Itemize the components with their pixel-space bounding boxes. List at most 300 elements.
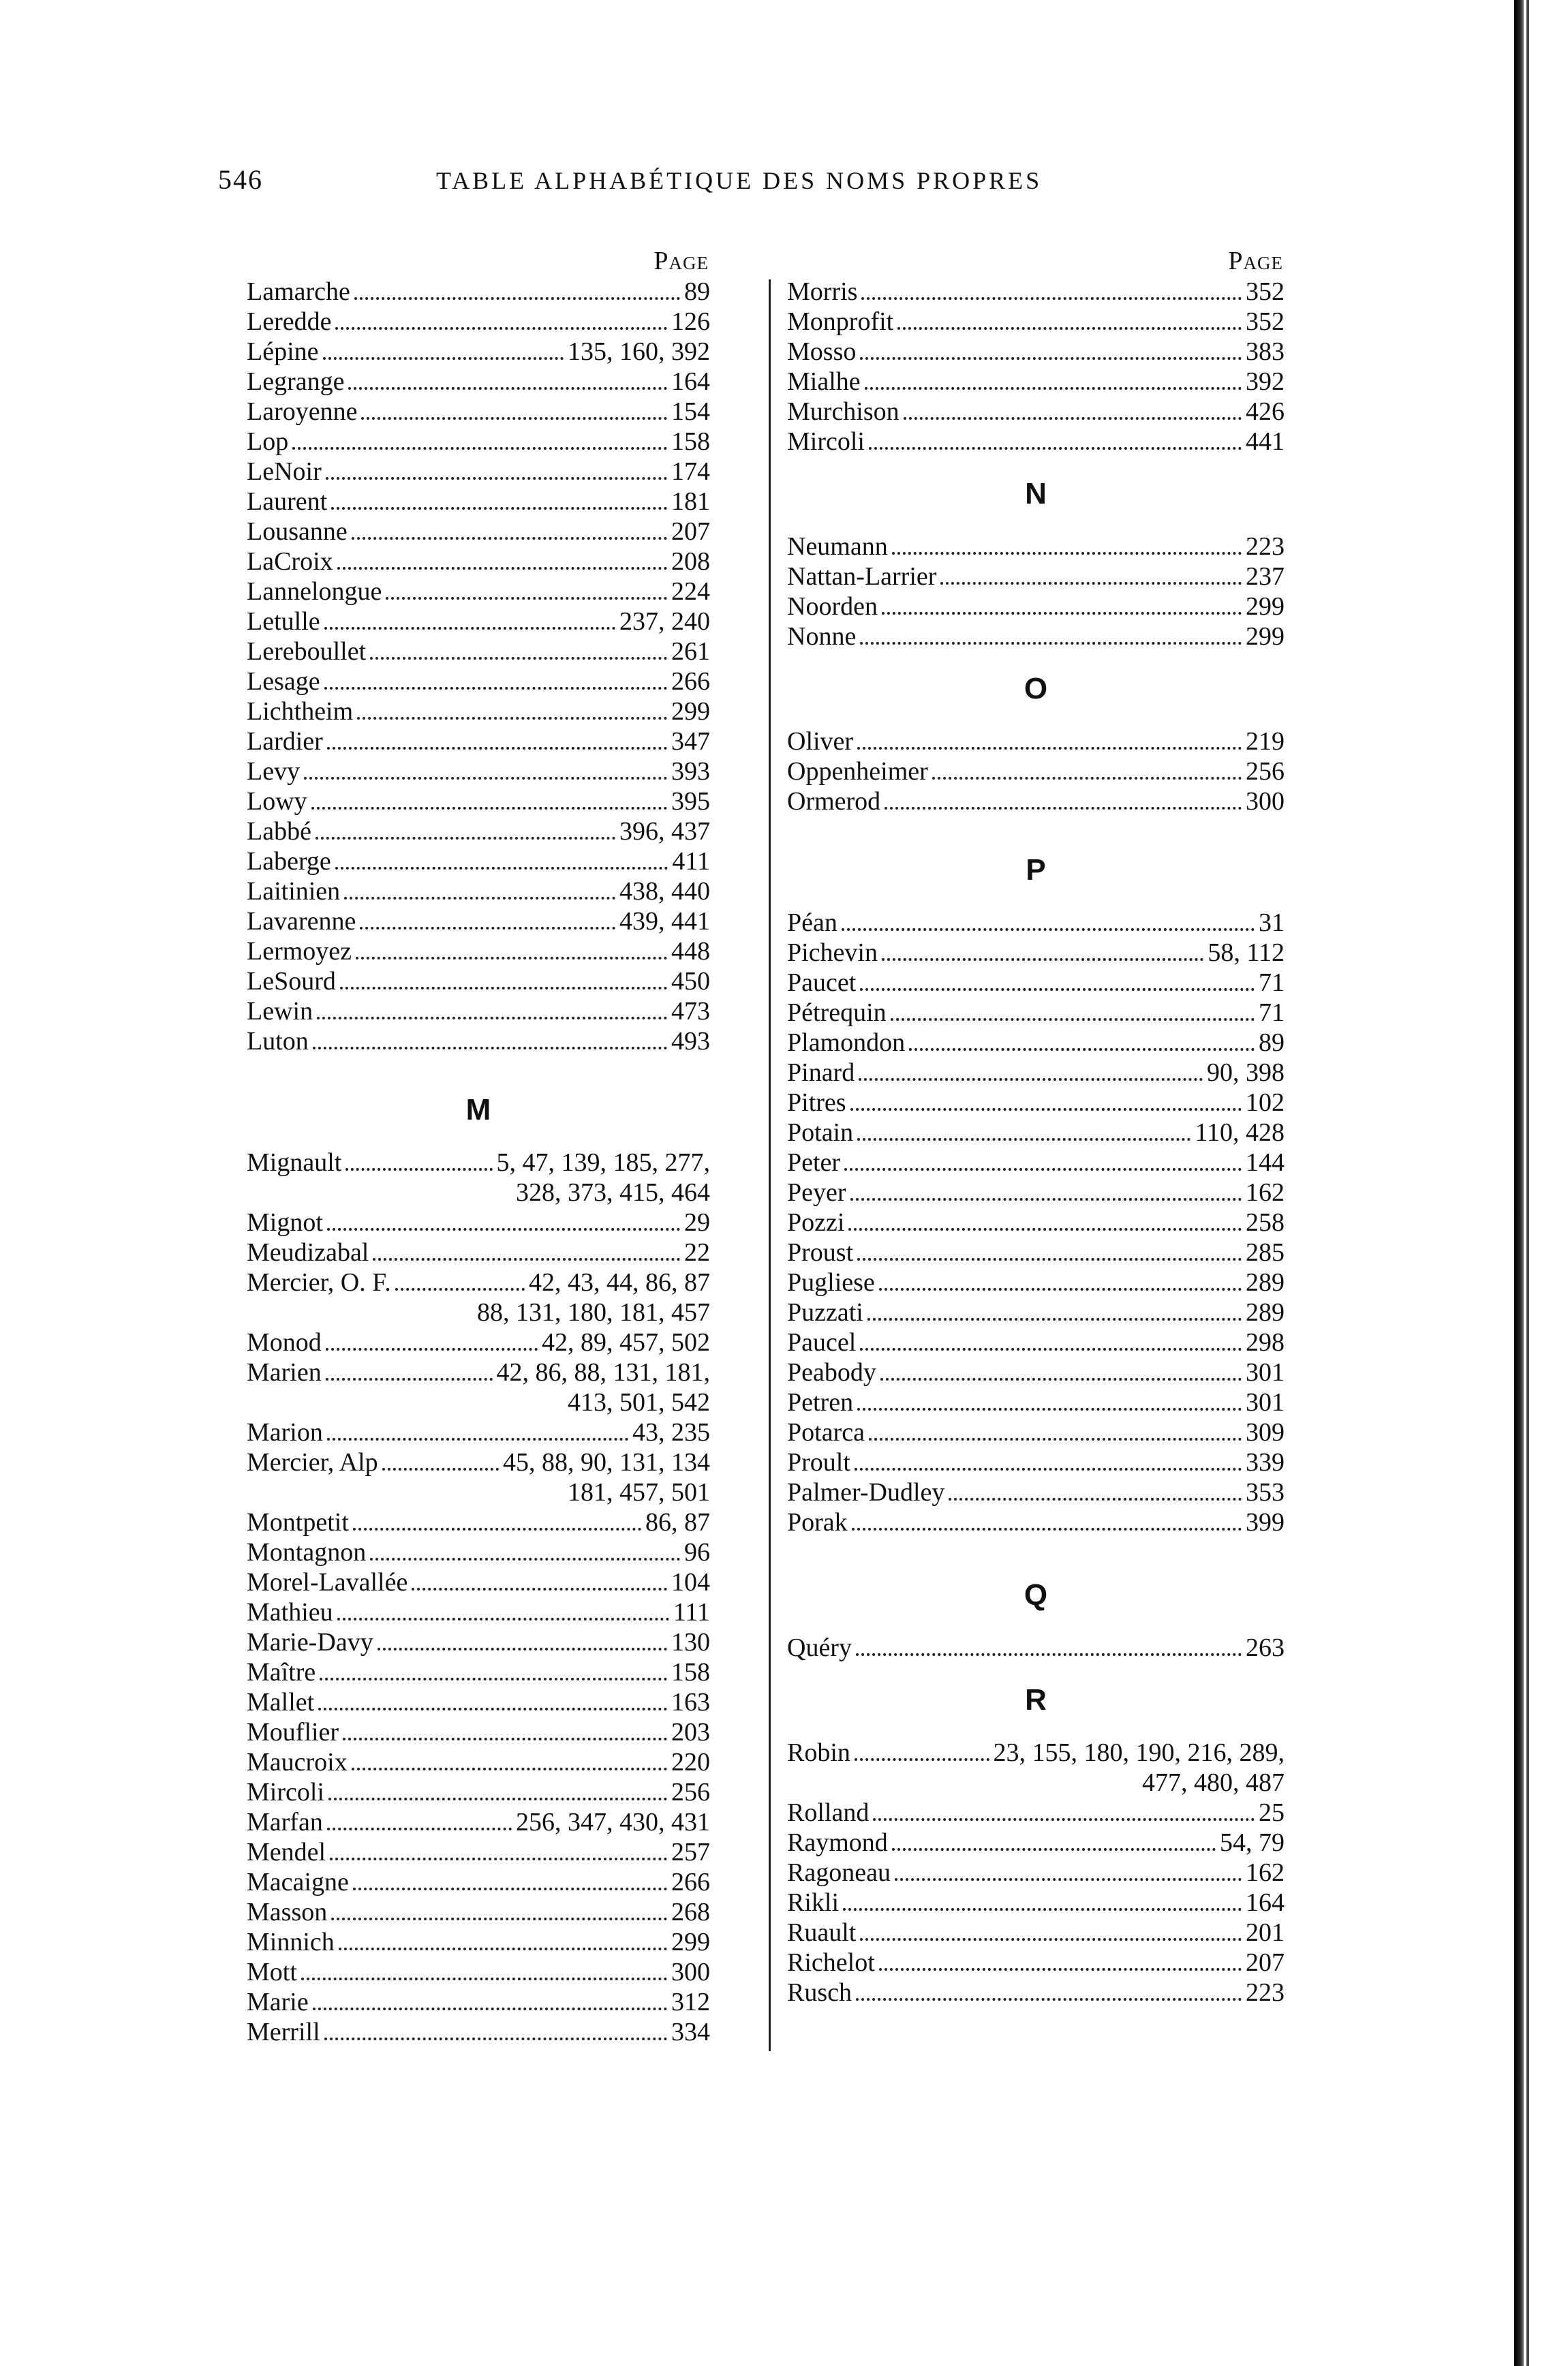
- dot-leader: [412, 1580, 667, 1591]
- index-entry: [247, 1957, 710, 1987]
- dot-leader: [335, 859, 668, 870]
- index-entry: [787, 756, 1285, 786]
- index-entry: [247, 876, 710, 906]
- index-entry: [247, 1747, 710, 1777]
- index-entry: [787, 1028, 1285, 1058]
- entry-pages: 135, 160, 392: [568, 337, 710, 366]
- entry-name: Maître: [247, 1658, 316, 1687]
- dot-leader: [892, 544, 1242, 555]
- entry-name: Lardier: [247, 727, 323, 756]
- entry-pages: 207: [671, 517, 710, 546]
- index-entry: [247, 547, 710, 577]
- dot-leader: [326, 469, 667, 480]
- entry-pages: 334: [671, 2018, 710, 2046]
- entry-name: Proult: [787, 1448, 850, 1477]
- entry-name: Peabody: [787, 1358, 876, 1387]
- entry-pages: 223: [1246, 532, 1285, 561]
- entry-pages: 154: [671, 397, 710, 426]
- entry-pages: 285: [1246, 1238, 1285, 1267]
- dot-leader: [869, 439, 1242, 450]
- index-entry: [247, 1777, 710, 1807]
- index-entry: [787, 938, 1285, 968]
- entry-pages: 158: [671, 1658, 710, 1687]
- entry-name: Mallet: [247, 1688, 315, 1717]
- entry-name: Neumann: [787, 532, 888, 561]
- dot-leader: [353, 1879, 667, 1890]
- entry-pages: 163: [671, 1688, 710, 1717]
- dot-leader: [949, 1490, 1242, 1501]
- entry-pages: 237: [1246, 562, 1285, 591]
- entry-name: Peyer: [787, 1178, 846, 1207]
- entry-pages: 22: [684, 1238, 710, 1267]
- entry-pages: 29: [684, 1208, 710, 1237]
- entry-name: Plamondon: [787, 1028, 906, 1057]
- entry-pages: 256: [671, 1778, 710, 1807]
- entry-pages: 104: [671, 1568, 710, 1597]
- dot-leader: [879, 1960, 1242, 1971]
- index-entry: [787, 1178, 1285, 1208]
- dot-leader: [867, 1310, 1242, 1321]
- entry-pages: 257: [671, 1838, 710, 1866]
- dot-leader: [327, 1430, 628, 1441]
- index-entry: [787, 367, 1285, 397]
- entry-pages: 300: [1246, 787, 1285, 816]
- entry-pages: 90, 398: [1207, 1058, 1285, 1087]
- dot-leader: [861, 289, 1242, 300]
- entry-name: Pozzi: [787, 1208, 845, 1237]
- entry-pages: 42, 43, 44, 86, 87: [529, 1268, 710, 1297]
- index-entry: [787, 1798, 1285, 1828]
- dot-leader: [313, 1999, 667, 2010]
- entry-pages: 224: [671, 577, 710, 606]
- entry-name: Oliver: [787, 727, 854, 756]
- index-entry: [247, 1567, 710, 1597]
- entry-name: Lannelongue: [247, 577, 382, 606]
- index-entry: [787, 1417, 1285, 1447]
- index-entry: [247, 397, 710, 427]
- entry-pages: 89: [684, 277, 710, 306]
- index-entry: [247, 277, 710, 307]
- index-entry: [787, 397, 1285, 427]
- dot-leader: [361, 409, 667, 420]
- dot-leader: [328, 1789, 667, 1800]
- index-entry: [247, 1327, 710, 1357]
- dot-leader: [337, 559, 667, 570]
- entry-name: Mignault: [247, 1148, 342, 1177]
- index-entry: [787, 1118, 1285, 1148]
- running-header: [204, 164, 1486, 204]
- entry-pages: 438, 440: [619, 877, 710, 906]
- dot-leader: [855, 1750, 989, 1761]
- index-entry: [247, 1208, 710, 1238]
- entry-name: Labbé: [247, 817, 311, 846]
- index-entry: [247, 1357, 710, 1387]
- entry-name: Péan: [787, 908, 837, 937]
- entry-name: Lesage: [247, 667, 320, 696]
- index-entry: [247, 1447, 710, 1477]
- dot-leader: [317, 1009, 667, 1019]
- dot-leader: [352, 1760, 667, 1770]
- entry-pages: 71: [1259, 968, 1285, 997]
- dot-leader: [892, 1840, 1216, 1851]
- entry-name: Peter: [787, 1148, 841, 1177]
- entry-pages: 25: [1259, 1798, 1285, 1827]
- entry-pages: 450: [671, 967, 710, 996]
- index-entry: [787, 998, 1285, 1028]
- dot-leader: [331, 499, 667, 510]
- dot-leader: [337, 1610, 669, 1620]
- dot-leader: [855, 1460, 1242, 1471]
- index-entry: [787, 1507, 1285, 1537]
- dot-leader: [860, 1930, 1242, 1941]
- dot-leader: [324, 619, 615, 630]
- index-entry: [247, 846, 710, 876]
- entry-pages: 219: [1246, 727, 1285, 756]
- entry-pages: 164: [1246, 1888, 1285, 1917]
- entry-pages: 299: [671, 1928, 710, 1956]
- entry-name: Lermoyez: [247, 937, 352, 966]
- entry-name: Montagnon: [247, 1538, 367, 1567]
- entry-pages: 223: [1246, 1978, 1285, 2007]
- page-edge: [1514, 0, 1524, 2366]
- dot-leader: [292, 439, 667, 450]
- index-entry: [247, 996, 710, 1026]
- dot-leader: [386, 589, 667, 600]
- entry-name: Mircoli: [787, 427, 865, 456]
- dot-leader: [354, 289, 680, 300]
- entry-pages: 164: [671, 367, 710, 396]
- entry-pages: 203: [671, 1718, 710, 1747]
- index-entry: [247, 726, 710, 756]
- entry-name: LeSourd: [247, 967, 336, 996]
- index-entry: [787, 968, 1285, 998]
- dot-leader: [844, 1160, 1242, 1171]
- index-entry: [247, 577, 710, 606]
- entry-name: Morel-Lavallée: [247, 1568, 408, 1597]
- entry-name: Laitinien: [247, 877, 341, 906]
- entry-name: Monprofit: [787, 307, 894, 336]
- entry-name: Luton: [247, 1027, 309, 1056]
- dot-leader: [320, 1670, 667, 1680]
- entry-name: LaCroix: [247, 547, 333, 576]
- index-entry: [247, 1026, 710, 1056]
- entry-pages: 352: [1246, 307, 1285, 336]
- entry-pages: 71: [1259, 998, 1285, 1027]
- dot-leader: [842, 920, 1255, 931]
- index-entry: [247, 696, 710, 726]
- index-entry: [787, 532, 1285, 562]
- dot-leader: [940, 574, 1242, 585]
- letter-heading-m: M: [465, 1093, 491, 1126]
- entry-name: Nonne: [787, 622, 857, 651]
- dot-leader: [324, 2029, 667, 2040]
- dot-leader: [869, 1430, 1242, 1441]
- index-entry: [247, 1417, 710, 1447]
- index-entry: [247, 337, 710, 367]
- entry-pages: 392: [1246, 367, 1285, 396]
- index-entry: [787, 1327, 1285, 1357]
- dot-leader: [326, 1340, 538, 1351]
- index-entry: [787, 1088, 1285, 1118]
- dot-leader: [856, 1645, 1242, 1656]
- entry-name: Lewin: [247, 997, 313, 1026]
- index-entry: [787, 621, 1285, 651]
- entry-name: Masson: [247, 1898, 328, 1926]
- dot-leader: [326, 1370, 493, 1381]
- dot-leader: [904, 409, 1242, 420]
- page-edge-shadow: [1526, 0, 1529, 2366]
- letter-r-entries: [787, 1738, 1285, 2008]
- entry-pages: 256, 347, 430, 431: [516, 1808, 710, 1837]
- index-entry: [247, 427, 710, 457]
- index-entry: [787, 1633, 1285, 1663]
- entry-name: Ruault: [787, 1918, 857, 1947]
- right-column: [787, 245, 1285, 2008]
- entry-name: Pétrequin: [787, 998, 887, 1027]
- entry-pages: 383: [1246, 337, 1285, 366]
- index-entry: [247, 1717, 710, 1747]
- entry-name: Noorden: [787, 592, 878, 621]
- dot-leader: [370, 649, 667, 660]
- dot-leader: [895, 1870, 1242, 1881]
- index-entry: [247, 756, 710, 786]
- index-entry: [787, 1477, 1285, 1507]
- entry-name: Mathieu: [247, 1598, 333, 1627]
- dot-leader: [327, 1220, 680, 1231]
- entry-name: Marien: [247, 1358, 322, 1387]
- entry-name: Lépine: [247, 337, 319, 366]
- dot-leader: [378, 1640, 667, 1650]
- page-column-label: Page: [1228, 247, 1283, 275]
- index-entry: [787, 1058, 1285, 1088]
- entry-pages-continued: 88, 131, 180, 181, 457: [477, 1298, 710, 1327]
- dot-leader: [857, 1400, 1242, 1411]
- entry-pages: 300: [671, 1958, 710, 1986]
- entry-pages: 289: [1246, 1298, 1285, 1327]
- entry-pages: 352: [1246, 277, 1285, 306]
- entry-name: Mercier, O. F.: [247, 1268, 391, 1297]
- index-entry: [787, 1948, 1285, 1978]
- index-entry: [787, 562, 1285, 592]
- entry-pages: 110, 428: [1195, 1118, 1285, 1147]
- entry-pages: 258: [1246, 1208, 1285, 1237]
- entry-pages: 220: [671, 1748, 710, 1777]
- dot-leader: [909, 1040, 1255, 1051]
- entry-name: Lop: [247, 427, 289, 456]
- entry-pages: 144: [1246, 1148, 1285, 1177]
- dot-leader: [353, 1520, 641, 1531]
- index-entry: [247, 606, 710, 636]
- entry-pages: 299: [1246, 592, 1285, 621]
- column-divider: [769, 279, 771, 2051]
- entry-pages: 399: [1246, 1508, 1285, 1537]
- entry-pages: 42, 89, 457, 502: [542, 1328, 710, 1357]
- dot-leader: [331, 1909, 667, 1920]
- entry-name: Mercier, Alp: [247, 1448, 378, 1477]
- entry-pages: 439, 441: [619, 907, 710, 936]
- entry-pages: 426: [1246, 397, 1285, 426]
- dot-leader: [860, 349, 1242, 360]
- index-entry: [787, 1918, 1285, 1948]
- entry-pages: 261: [671, 637, 710, 666]
- entry-pages: 111: [673, 1598, 710, 1627]
- entry-name: Rikli: [787, 1888, 840, 1917]
- entry-pages: 299: [671, 697, 710, 726]
- entry-name: Lamarche: [247, 277, 350, 306]
- letter-q-entries: [787, 1633, 1285, 1663]
- index-entry: [247, 1238, 710, 1268]
- entry-name: Lousanne: [247, 517, 348, 546]
- index-entry: [247, 636, 710, 666]
- dot-leader: [373, 1250, 680, 1261]
- index-entry: [247, 2017, 710, 2047]
- entry-pages: 201: [1246, 1918, 1285, 1947]
- entry-name: Lavarenne: [247, 907, 356, 936]
- dot-leader: [343, 1730, 667, 1740]
- dot-leader: [339, 1939, 667, 1950]
- entry-name: Pitres: [787, 1088, 846, 1117]
- entry-name: Oppenheimer: [787, 757, 928, 786]
- entry-name: Lowy: [247, 787, 307, 816]
- letter-p-entries: [787, 908, 1285, 1537]
- entry-name: Meudizabal: [247, 1238, 369, 1267]
- index-entry: [247, 307, 710, 337]
- entry-pages: 23, 155, 180, 190, 216, 289,: [993, 1738, 1285, 1767]
- entry-name: Potarca: [787, 1418, 865, 1447]
- letter-heading-q: Q: [1024, 1578, 1048, 1612]
- entry-pages: 411: [672, 847, 710, 876]
- index-entry: [787, 1208, 1285, 1238]
- index-entry: [787, 1888, 1285, 1918]
- index-entry: [247, 367, 710, 397]
- index-entry: [247, 1537, 710, 1567]
- dot-leader: [311, 799, 667, 810]
- dot-leader: [318, 1700, 667, 1710]
- page-number: 546: [218, 164, 263, 195]
- dot-leader: [304, 769, 667, 780]
- entry-name: Maucroix: [247, 1748, 348, 1777]
- index-entry: [247, 1837, 710, 1867]
- entry-name: Marfan: [247, 1808, 323, 1837]
- entry-pages: 181: [671, 487, 710, 516]
- entry-name: Morris: [787, 277, 858, 306]
- dot-leader: [344, 889, 615, 900]
- dot-leader: [860, 980, 1255, 991]
- index-entry: [247, 906, 710, 936]
- index-entry: [247, 666, 710, 696]
- index-entry: [787, 1978, 1285, 2008]
- letter-heading-r: R: [1025, 1683, 1047, 1717]
- entry-pages: 493: [671, 1027, 710, 1056]
- dot-leader: [323, 349, 564, 360]
- letter-m-entries: [247, 1148, 710, 2047]
- dot-leader: [357, 709, 667, 720]
- entry-name: Monod: [247, 1328, 322, 1357]
- entry-pages: 89: [1259, 1028, 1285, 1057]
- dot-leader: [932, 769, 1242, 780]
- index-entry: [247, 816, 710, 846]
- dot-leader: [850, 1190, 1242, 1201]
- entry-name: Proust: [787, 1238, 854, 1267]
- dot-leader: [327, 1819, 512, 1830]
- entry-name: Mott: [247, 1958, 297, 1986]
- entry-pages: 266: [671, 1868, 710, 1896]
- entry-name: Mouflier: [247, 1718, 339, 1747]
- index-entry: [247, 786, 710, 816]
- dot-leader: [301, 1969, 667, 1980]
- dot-leader: [352, 529, 667, 540]
- dot-leader: [879, 1280, 1242, 1291]
- page-column-label: Page: [654, 247, 709, 275]
- dot-leader: [885, 799, 1242, 810]
- entry-name: Raymond: [787, 1828, 888, 1857]
- index-entry: [247, 1807, 710, 1837]
- index-entry: [787, 1357, 1285, 1387]
- dot-leader: [882, 604, 1242, 615]
- entry-pages: 301: [1246, 1388, 1285, 1417]
- index-entry: [787, 1828, 1285, 1858]
- entry-pages: 299: [1246, 622, 1285, 651]
- entry-name: Palmer-Dudley: [787, 1478, 945, 1507]
- entry-name: Pichevin: [787, 938, 878, 967]
- entry-name: Lichtheim: [247, 697, 354, 726]
- index-entry: [247, 1597, 710, 1627]
- dot-leader: [370, 1550, 680, 1561]
- dot-leader: [865, 379, 1242, 390]
- dot-leader: [880, 1370, 1242, 1381]
- index-entry: [787, 1297, 1285, 1327]
- entry-name: Marion: [247, 1418, 323, 1447]
- index-entry: [247, 936, 710, 966]
- entry-pages: 473: [671, 997, 710, 1026]
- index-entry: [247, 1148, 710, 1178]
- letter-heading-p: P: [1026, 853, 1046, 887]
- entry-pages: 347: [671, 727, 710, 756]
- letter-heading-n: N: [1025, 477, 1047, 510]
- dot-leader: [860, 634, 1242, 645]
- entry-pages: 448: [671, 937, 710, 966]
- entry-pages: 96: [684, 1538, 710, 1567]
- index-entry: [787, 592, 1285, 621]
- dot-leader: [395, 1280, 525, 1291]
- index-entry: [787, 427, 1285, 457]
- index-entry: [247, 1687, 710, 1717]
- entry-pages: 268: [671, 1898, 710, 1926]
- dot-leader: [850, 1100, 1242, 1111]
- entry-name: Porak: [787, 1508, 848, 1537]
- dot-leader: [848, 1220, 1242, 1231]
- dot-leader: [857, 1130, 1190, 1141]
- entry-name: Mignot: [247, 1208, 323, 1237]
- entry-name: Pugliese: [787, 1268, 875, 1297]
- entry-pages: 312: [671, 1988, 710, 2016]
- entry-pages: 102: [1246, 1088, 1285, 1117]
- index-entry: [247, 1867, 710, 1897]
- entry-pages: 174: [671, 457, 710, 486]
- entry-name: Nattan-Larrier: [787, 562, 937, 591]
- dot-leader: [330, 1849, 667, 1860]
- entry-name: Mialhe: [787, 367, 861, 396]
- entry-name: Potain: [787, 1118, 854, 1147]
- dot-leader: [335, 319, 667, 330]
- entry-pages: 339: [1246, 1448, 1285, 1477]
- entry-name: Leredde: [247, 307, 332, 336]
- entry-name: LeNoir: [247, 457, 322, 486]
- dot-leader: [873, 1810, 1255, 1821]
- index-entry: [787, 307, 1285, 337]
- dot-leader: [313, 1039, 667, 1049]
- index-entry: [787, 726, 1285, 756]
